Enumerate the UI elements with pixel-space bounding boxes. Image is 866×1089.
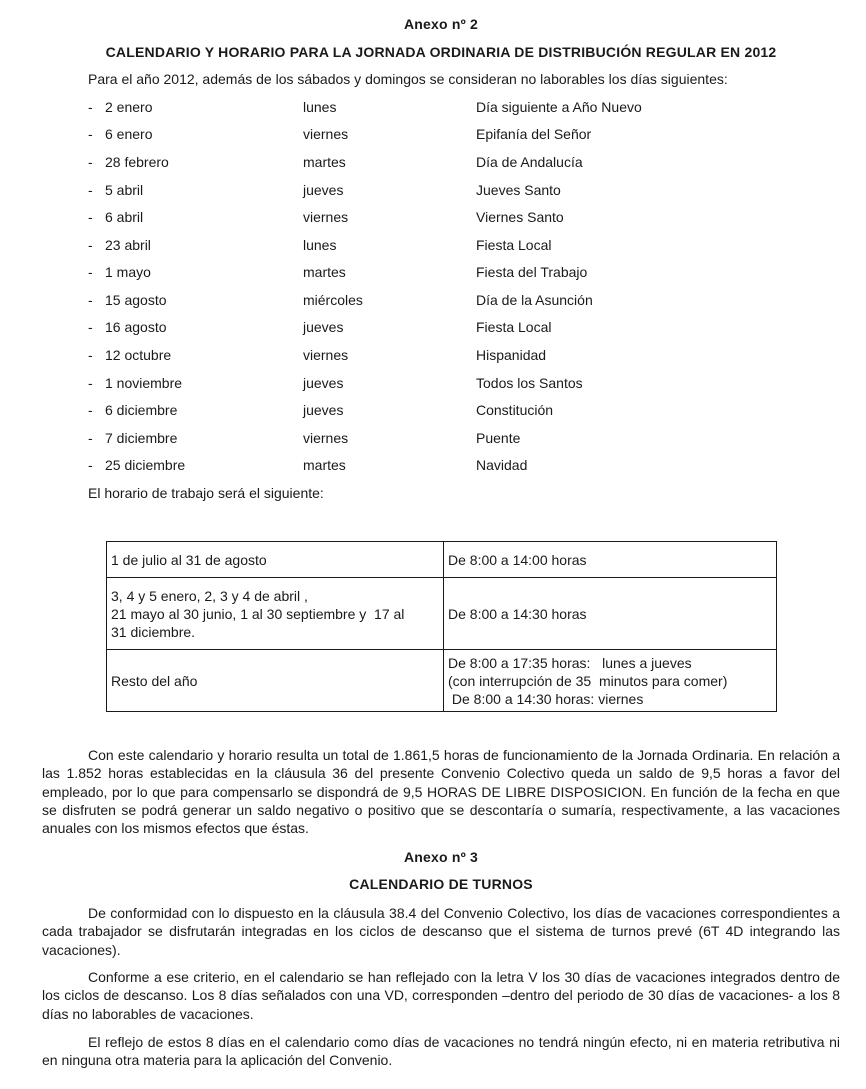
- summary-paragraph: [42, 746, 840, 837]
- holiday-description: Día de la Asunción: [476, 292, 593, 308]
- holidays-intro: Para el año 2012, además de los sábados y domingos se consideran no laborables los días siguientes:: [88, 71, 728, 87]
- holiday-row: [88, 182, 788, 202]
- holiday-weekday: viernes: [303, 126, 349, 142]
- list-dash: -: [88, 319, 93, 335]
- hours-line: De 8:00 a 17:35 horas: lunes a jueves: [448, 654, 692, 671]
- annex-2-title: Anexo nº 2: [403, 16, 479, 32]
- list-dash: -: [88, 237, 93, 253]
- list-dash: -: [88, 154, 93, 170]
- holiday-weekday: viernes: [303, 430, 349, 446]
- holiday-row: [88, 319, 788, 339]
- holiday-date: 28 febrero: [105, 154, 169, 170]
- period-cell: Resto del año: [107, 650, 444, 712]
- holiday-row: [88, 402, 788, 422]
- holiday-date: 5 abril: [105, 182, 144, 198]
- list-dash: -: [88, 457, 93, 473]
- period-cell: [107, 578, 444, 650]
- period-line: 31 diciembre.: [111, 623, 196, 640]
- holiday-date: 25 diciembre: [105, 457, 186, 473]
- holiday-description: Día de Andalucía: [476, 154, 583, 170]
- holiday-row: [88, 457, 788, 477]
- hours-cell: [444, 650, 777, 712]
- holiday-weekday: martes: [303, 154, 346, 170]
- annex-3-subtitle: CALENDARIO DE TURNOS: [349, 876, 533, 892]
- holiday-description: Constitución: [476, 402, 554, 418]
- holiday-description: Fiesta del Trabajo: [476, 264, 588, 280]
- list-dash: -: [88, 402, 93, 418]
- schedule-table: [106, 541, 777, 712]
- holiday-description: Hispanidad: [476, 347, 547, 363]
- holiday-weekday: jueves: [303, 375, 344, 391]
- holiday-description: Epifanía del Señor: [476, 126, 592, 142]
- hours-line: (con interrupción de 35 minutos para comer): [448, 672, 728, 689]
- holiday-weekday: martes: [303, 457, 346, 473]
- period-line: 21 mayo al 30 junio, 1 al 30 septiembre y 17 al: [111, 605, 405, 622]
- holiday-description: Jueves Santo: [476, 182, 561, 198]
- holiday-row: [88, 375, 788, 395]
- holiday-weekday: viernes: [303, 209, 349, 225]
- holiday-date: 12 octubre: [105, 347, 172, 363]
- holiday-description: Navidad: [476, 457, 528, 473]
- holiday-date: 7 diciembre: [105, 430, 178, 446]
- holiday-row: [88, 154, 788, 174]
- holiday-row: [88, 209, 788, 229]
- holiday-row: [88, 264, 788, 284]
- holiday-date: 6 diciembre: [105, 402, 178, 418]
- table-row: [107, 542, 777, 578]
- list-dash: -: [88, 347, 93, 363]
- table-row: [107, 578, 777, 650]
- holiday-weekday: martes: [303, 264, 346, 280]
- holiday-date: 16 agosto: [105, 319, 167, 335]
- holiday-weekday: lunes: [303, 99, 337, 115]
- holiday-date: 1 noviembre: [105, 375, 183, 391]
- holiday-row: [88, 237, 788, 257]
- holiday-weekday: viernes: [303, 347, 349, 363]
- holiday-date: 15 agosto: [105, 292, 167, 308]
- list-dash: -: [88, 99, 93, 115]
- holiday-description: Todos los Santos: [476, 375, 583, 391]
- holiday-date: 6 abril: [105, 209, 144, 225]
- annex-3-paragraph-2: [42, 968, 840, 1023]
- hours-cell: De 8:00 a 14:00 horas: [444, 542, 777, 578]
- annex-3-paragraph-1: [42, 904, 840, 959]
- holiday-description: Viernes Santo: [476, 209, 564, 225]
- schedule-intro: El horario de trabajo será el siguiente:: [88, 485, 324, 501]
- holiday-description: Puente: [476, 430, 521, 446]
- holiday-description: Fiesta Local: [476, 319, 552, 335]
- list-dash: -: [88, 264, 93, 280]
- holiday-weekday: jueves: [303, 402, 344, 418]
- holiday-row: [88, 430, 788, 450]
- holiday-date: 1 mayo: [105, 264, 151, 280]
- hours-cell: De 8:00 a 14:30 horas: [444, 578, 777, 650]
- holiday-row: [88, 126, 788, 146]
- paragraph-text: El reflejo de estos 8 días en el calendario como días de vacaciones no tendrá ningún efecto, ni en materia retributiva ni en ninguna otra materia para la aplicación del Convenio.: [42, 1034, 840, 1069]
- holiday-row: [88, 99, 788, 119]
- holiday-row: [88, 347, 788, 367]
- holiday-date: 6 enero: [105, 126, 153, 142]
- paragraph-text: Conforme a ese criterio, en el calendario se han reflejado con la letra V los 30 días de vacaciones integrados dentro de los ciclos de descanso. Los 8 días señalados con una VD, corresponden –dentro del periodo de 30 días de vacaciones- a los 8 días no laborables de vacaciones.: [42, 969, 840, 1022]
- holiday-description: Día siguiente a Año Nuevo: [476, 99, 642, 115]
- holiday-row: [88, 292, 788, 312]
- list-dash: -: [88, 430, 93, 446]
- period-cell: 1 de julio al 31 de agosto: [107, 542, 444, 578]
- holiday-weekday: jueves: [303, 182, 344, 198]
- list-dash: -: [88, 375, 93, 391]
- annex-2-subtitle: CALENDARIO Y HORARIO PARA LA JORNADA ORDINARIA DE DISTRIBUCIÓN REGULAR EN 2012: [105, 44, 777, 60]
- holiday-weekday: lunes: [303, 237, 337, 253]
- period-line: 3, 4 y 5 enero, 2, 3 y 4 de abril ,: [111, 587, 308, 604]
- holiday-description: Fiesta Local: [476, 237, 552, 253]
- list-dash: -: [88, 182, 93, 198]
- holiday-date: 2 enero: [105, 99, 153, 115]
- table-row: [107, 650, 777, 712]
- holiday-weekday: miércoles: [303, 292, 363, 308]
- annex-3-title: Anexo nº 3: [403, 849, 479, 865]
- holiday-date: 23 abril: [105, 237, 151, 253]
- list-dash: -: [88, 126, 93, 142]
- paragraph-text: De conformidad con lo dispuesto en la cláusula 38.4 del Convenio Colectivo, los días de vacaciones correspondientes a cada trabajador se disfrutarán integradas en los ciclos de descanso que el sistema de turnos prevé (6T 4D integrando las vacaciones).: [42, 905, 840, 958]
- annex-3-paragraph-3: [42, 1033, 840, 1070]
- holiday-weekday: jueves: [303, 319, 344, 335]
- list-dash: -: [88, 209, 93, 225]
- list-dash: -: [88, 292, 93, 308]
- hours-line: De 8:00 a 14:30 horas: viernes: [448, 690, 644, 707]
- summary-text: Con este calendario y horario resulta un total de 1.861,5 horas de funcionamiento de la Jornada Ordinaria. En relación a las 1.852 horas establecidas en la cláusula 36 del presente Convenio Colectivo queda un saldo de 9,5 horas a favor del empleado, por lo que para compensarlo se dispondrá de 9,5 HORAS DE LIBRE DISPOSICION. En función de la fecha en que se disfruten se podrá generar un saldo negativo o positivo que se descontaría o sumaría, respectivamente, a las vacaciones anuales con los mismos efectos que éstas.: [42, 747, 840, 837]
